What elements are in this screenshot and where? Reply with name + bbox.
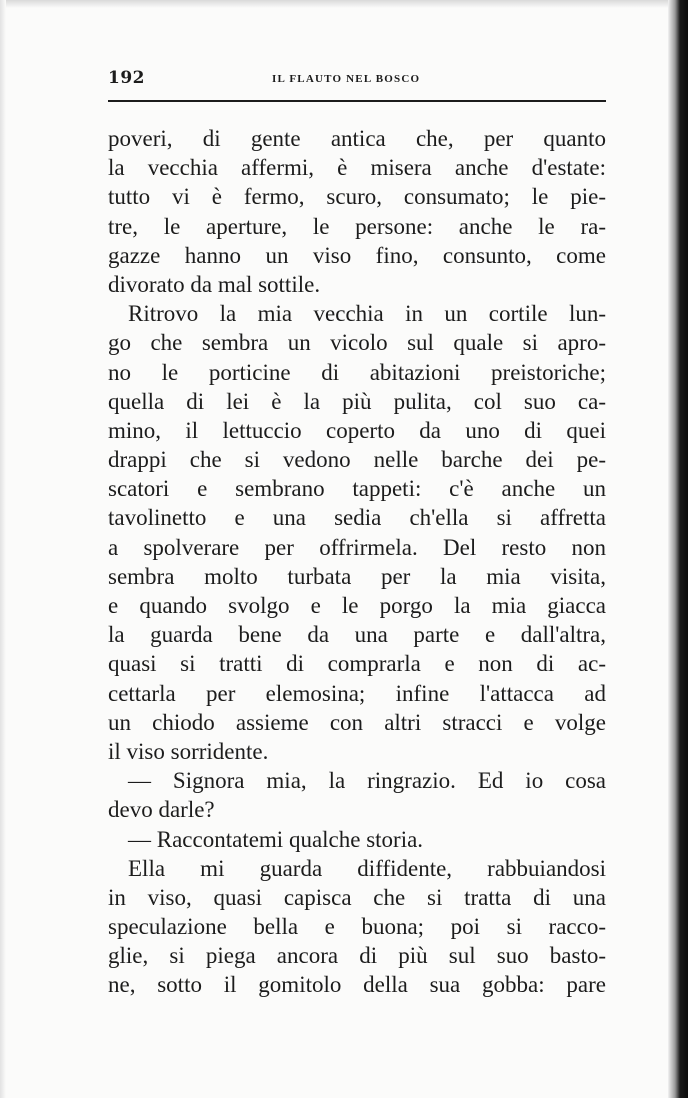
text-line: Ella mi guarda diffidente, rabbuiandosi bbox=[128, 855, 606, 881]
text-line: gazze hanno un viso fino, consunto, come bbox=[108, 242, 606, 268]
text-line: tavolinetto e una sedia ch'ella si affretta bbox=[108, 505, 606, 531]
text-line: drappi che si vedono nelle barche dei pe- bbox=[108, 447, 606, 473]
page-left-shadow bbox=[0, 0, 6, 1098]
text-line: speculazione bella e buona; poi si racco- bbox=[108, 914, 606, 940]
text-line: ne, sotto il gomitolo della sua gobba: pare bbox=[108, 972, 606, 998]
text-line: tre, le aperture, le persone: anche le ra- bbox=[108, 213, 606, 239]
page-top-shadow bbox=[0, 0, 688, 8]
text-line: go che sembra un vicolo sul quale si apro- bbox=[108, 330, 606, 356]
text-line: glie, si piega ancora di più sul suo basto- bbox=[108, 943, 606, 969]
page-binding-edge bbox=[668, 0, 688, 1098]
text-line: — Signora mia, la ringrazio. Ed io cosa bbox=[128, 768, 606, 794]
text-line: il viso sorridente. bbox=[108, 738, 269, 764]
text-line: un chiodo assieme con altri stracci e volge bbox=[108, 709, 606, 735]
text-line: tutto vi è fermo, scuro, consumato; le pie- bbox=[108, 184, 606, 210]
running-title: IL FLAUTO NEL BOSCO bbox=[272, 73, 421, 85]
header-rule bbox=[108, 100, 606, 102]
text-line: a spolverare per offrirmela. Del resto non bbox=[108, 534, 606, 560]
text-line: devo darle? bbox=[108, 797, 215, 823]
text-line: mino, il lettuccio coperto da uno di quei bbox=[108, 417, 606, 443]
text-line: quella di lei è la più pulita, col suo ca- bbox=[108, 388, 606, 414]
text-line: divorato da mal sottile. bbox=[108, 271, 321, 297]
page-number: 192 bbox=[108, 68, 145, 88]
text-line: la vecchia affermi, è misera anche d'estate: bbox=[108, 155, 606, 181]
text-line: Ritrovo la mia vecchia in un cortile lun- bbox=[128, 301, 606, 327]
text-line: quasi si tratti di comprarla e non di ac- bbox=[108, 651, 606, 677]
text-line: in viso, quasi capisca che si tratta di una bbox=[108, 884, 606, 910]
text-line: sembra molto turbata per la mia visita, bbox=[108, 563, 606, 589]
page-header bbox=[108, 68, 606, 92]
text-line: cettarla per elemosina; infine l'attacca ad bbox=[108, 680, 606, 706]
text-line: — Raccontatemi qualche storia. bbox=[128, 826, 424, 852]
text-line: scatori e sembrano tappeti: c'è anche un bbox=[108, 476, 606, 502]
text-line: la guarda bene da una parte e dall'altra, bbox=[108, 622, 606, 648]
text-line: e quando svolgo e le porgo la mia giacca bbox=[108, 593, 606, 618]
body-text bbox=[108, 124, 606, 1000]
text-line: no le porticine di abitazioni preistoriche; bbox=[108, 359, 606, 385]
text-line: poveri, di gente antica che, per quanto bbox=[108, 126, 606, 151]
